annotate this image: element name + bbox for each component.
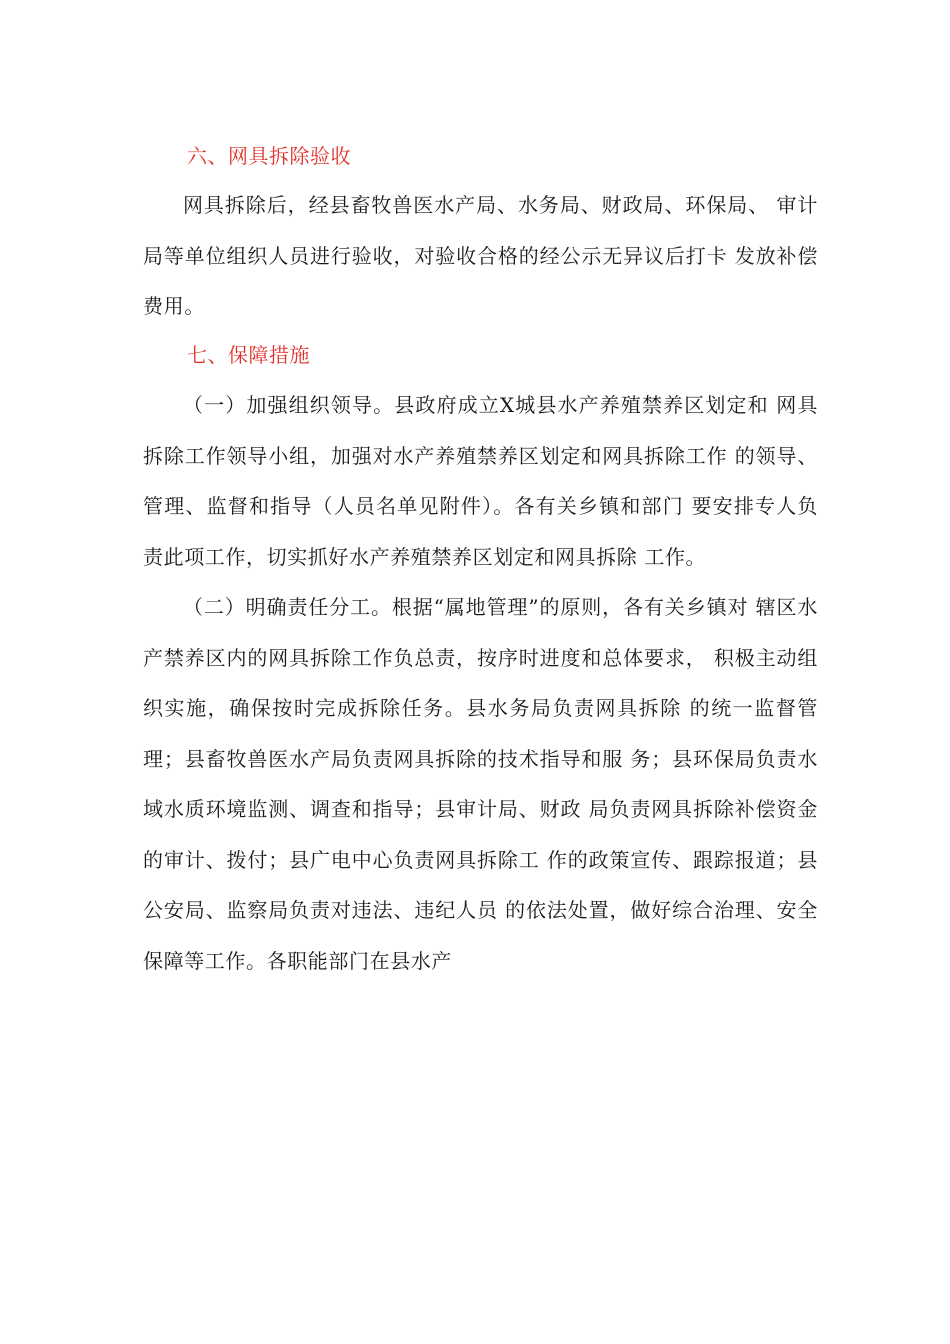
section-6-paragraph: 网具拆除后，经县畜牧兽医水产局、水务局、财政局、环保局、 审计局等单位组织人员进行验收，对验收合格的经公示无异议后打卡 发放补偿费用。 [143, 193, 818, 318]
section-7-paragraph-1: （一）加强组织领导。县政府成立X城县水产养殖禁养区划定和 网具拆除工作领导小组，加强对水产养殖禁养区划定和网具拆除工作 的领导、管理、监督和指导（人员名单见附件）。各有关乡镇和部门 要安排专人负责此项工作，切实抓好水产养殖禁养区划定和网具拆除 工作。 [143, 393, 818, 569]
section-7-heading: 七、保障措施 [187, 343, 310, 367]
section-7-paragraph-2: （二）明确责任分工。根据“属地管理”的原则，各有关乡镇对 辖区水产禁养区内的网具拆除工作负总责，按序时进度和总体要求， 积极主动组织实施，确保按时完成拆除任务。县水务局负责网具拆除 的统一监督管理；县畜牧兽医水产局负责网具拆除的技术指导和服 务；县环保局负责水域水质环境监测、调查和指导；县审计局、财政 局负责网具拆除补偿资金的审计、拨付；县广电中心负责网具拆除工 作的政策宣传、跟踪报道；县公安局、监察局负责对违法、违纪人员 的依法处置，做好综合治理、安全保障等工作。各职能部门在县水产 [143, 595, 818, 973]
section-6-heading: 六、网具拆除验收 [187, 144, 351, 168]
